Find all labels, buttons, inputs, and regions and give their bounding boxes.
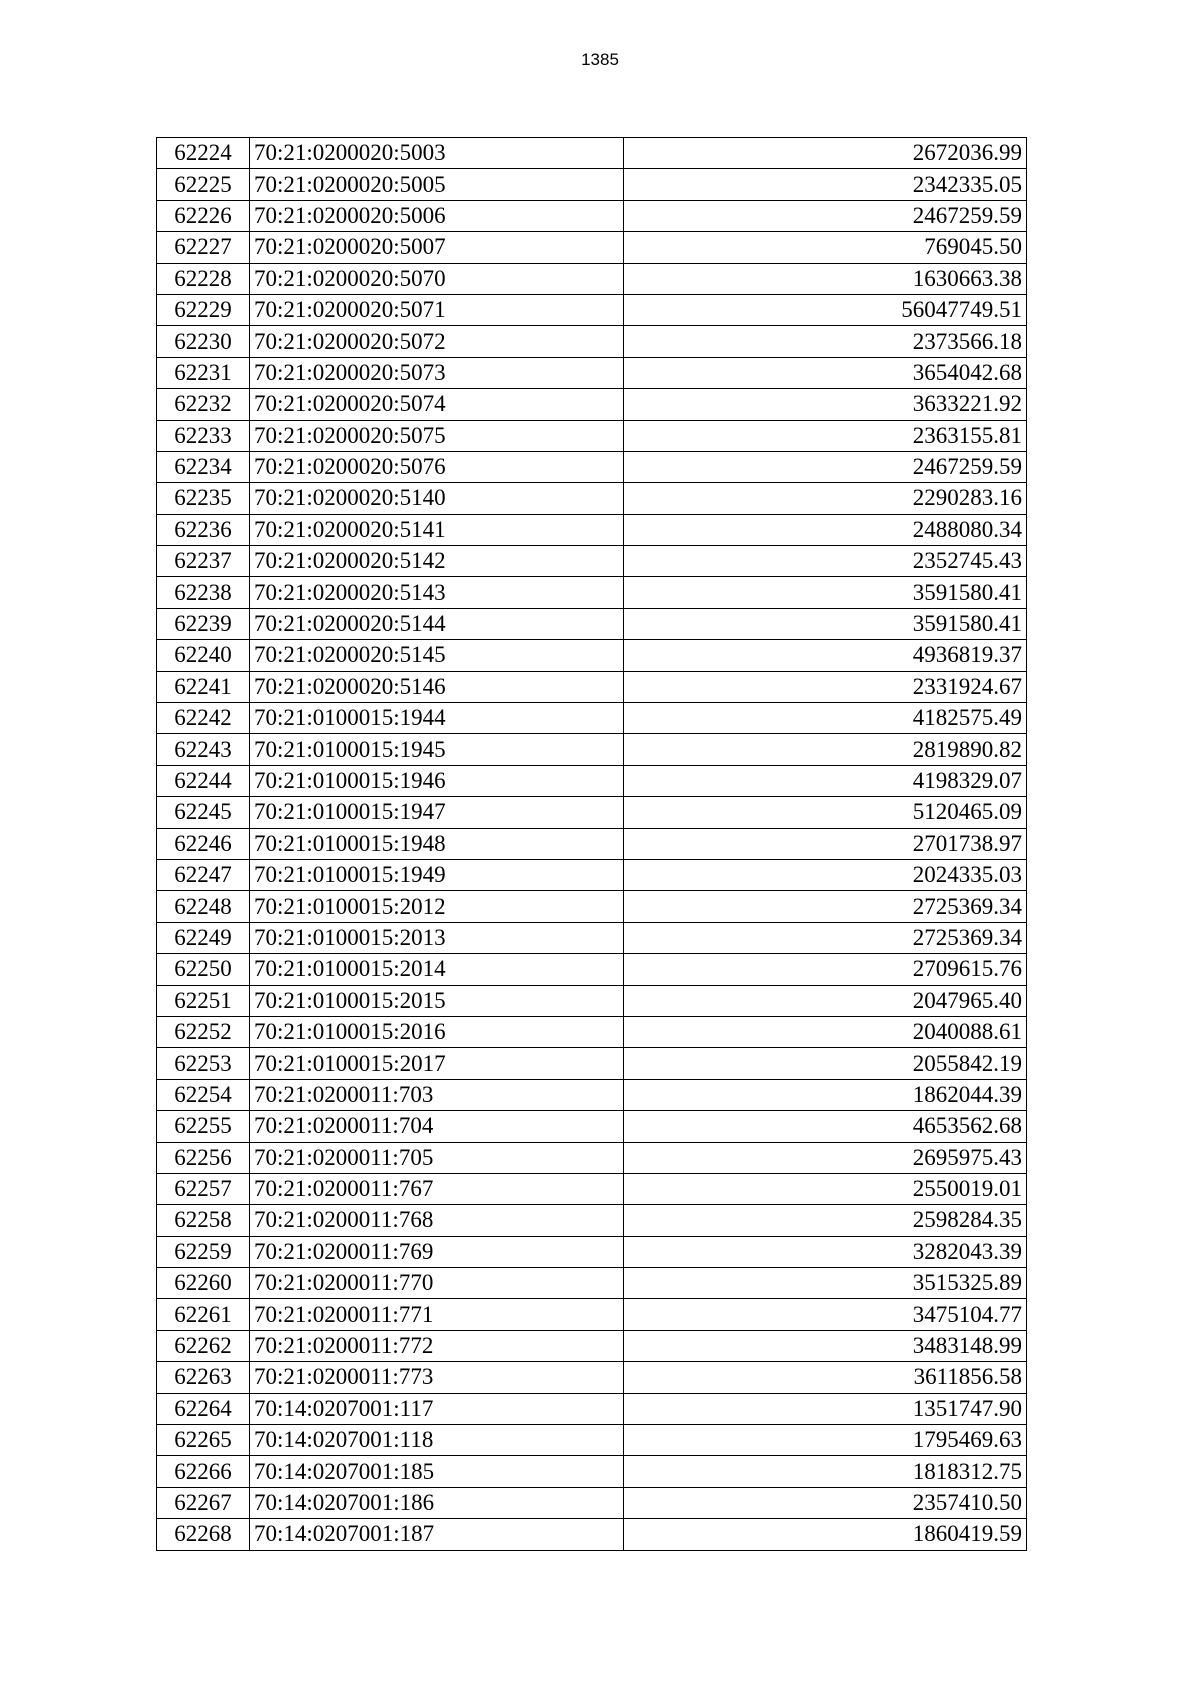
cadastral-number-cell: 70:21:0100015:2014 [250,954,624,985]
cadastral-number-cell: 70:21:0200020:5074 [250,389,624,420]
table-row [157,985,1027,1016]
row-number-cell: 62258 [157,1205,250,1236]
cadastral-number-cell: 70:21:0200011:767 [250,1173,624,1204]
table-row [157,1048,1027,1079]
cadastral-value-cell: 3611856.58 [624,1362,1027,1393]
row-number-cell: 62261 [157,1299,250,1330]
table-body [157,138,1027,1551]
row-number-cell: 62240 [157,640,250,671]
cadastral-value-cell: 5120465.09 [624,797,1027,828]
cadastral-table-container [156,137,1027,1551]
row-number-cell: 62265 [157,1425,250,1456]
table-row [157,734,1027,765]
table-row [157,420,1027,451]
cadastral-value-cell: 3633221.92 [624,389,1027,420]
cadastral-value-cell: 4936819.37 [624,640,1027,671]
row-number-cell: 62253 [157,1048,250,1079]
cadastral-number-cell: 70:21:0200011:770 [250,1268,624,1299]
cadastral-number-cell: 70:14:0207001:118 [250,1425,624,1456]
cadastral-number-cell: 70:21:0200020:5073 [250,357,624,388]
cadastral-number-cell: 70:21:0200011:769 [250,1236,624,1267]
cadastral-number-cell: 70:14:0207001:117 [250,1393,624,1424]
cadastral-value-cell: 2467259.59 [624,451,1027,482]
table-row [157,671,1027,702]
row-number-cell: 62226 [157,200,250,231]
row-number-cell: 62257 [157,1173,250,1204]
table-row [157,169,1027,200]
table-row [157,483,1027,514]
cadastral-number-cell: 70:21:0200020:5145 [250,640,624,671]
cadastral-number-cell: 70:21:0200020:5005 [250,169,624,200]
row-number-cell: 62241 [157,671,250,702]
row-number-cell: 62247 [157,859,250,890]
table-row [157,577,1027,608]
cadastral-number-cell: 70:21:0100015:2012 [250,891,624,922]
row-number-cell: 62245 [157,797,250,828]
row-number-cell: 62262 [157,1330,250,1361]
cadastral-value-cell: 2352745.43 [624,546,1027,577]
row-number-cell: 62256 [157,1142,250,1173]
cadastral-value-cell: 3483148.99 [624,1330,1027,1361]
row-number-cell: 62260 [157,1268,250,1299]
table-row [157,859,1027,890]
cadastral-number-cell: 70:21:0100015:1949 [250,859,624,890]
row-number-cell: 62233 [157,420,250,451]
cadastral-value-cell: 1860419.59 [624,1519,1027,1550]
row-number-cell: 62237 [157,546,250,577]
table-row [157,891,1027,922]
row-number-cell: 62225 [157,169,250,200]
cadastral-value-cell: 4198329.07 [624,765,1027,796]
cadastral-number-cell: 70:21:0200020:5141 [250,514,624,545]
row-number-cell: 62238 [157,577,250,608]
table-row [157,1079,1027,1110]
table-row [157,389,1027,420]
table-row [157,1330,1027,1361]
cadastral-number-cell: 70:14:0207001:187 [250,1519,624,1550]
cadastral-value-cell: 2819890.82 [624,734,1027,765]
table-row [157,765,1027,796]
cadastral-number-cell: 70:21:0200011:773 [250,1362,624,1393]
cadastral-value-cell: 1351747.90 [624,1393,1027,1424]
cadastral-value-cell: 2598284.35 [624,1205,1027,1236]
row-number-cell: 62249 [157,922,250,953]
cadastral-value-cell: 2550019.01 [624,1173,1027,1204]
cadastral-value-cell: 56047749.51 [624,294,1027,325]
table-row [157,514,1027,545]
table-row [157,138,1027,169]
table-row [157,1111,1027,1142]
cadastral-number-cell: 70:21:0100015:2015 [250,985,624,1016]
cadastral-number-cell: 70:21:0200011:771 [250,1299,624,1330]
cadastral-value-cell: 2467259.59 [624,200,1027,231]
cadastral-number-cell: 70:21:0200011:772 [250,1330,624,1361]
cadastral-number-cell: 70:14:0207001:185 [250,1456,624,1487]
cadastral-number-cell: 70:21:0200011:705 [250,1142,624,1173]
cadastral-number-cell: 70:21:0100015:1947 [250,797,624,828]
row-number-cell: 62224 [157,138,250,169]
table-row [157,1519,1027,1550]
table-row [157,200,1027,231]
cadastral-value-cell: 2488080.34 [624,514,1027,545]
row-number-cell: 62229 [157,294,250,325]
table-row [157,1425,1027,1456]
cadastral-value-cell: 3591580.41 [624,608,1027,639]
table-row [157,1268,1027,1299]
cadastral-value-cell: 2695975.43 [624,1142,1027,1173]
cadastral-number-cell: 70:21:0200020:5142 [250,546,624,577]
row-number-cell: 62227 [157,232,250,263]
cadastral-number-cell: 70:21:0200020:5143 [250,577,624,608]
row-number-cell: 62239 [157,608,250,639]
table-row [157,703,1027,734]
cadastral-value-cell: 2709615.76 [624,954,1027,985]
row-number-cell: 62263 [157,1362,250,1393]
cadastral-value-cell: 2331924.67 [624,671,1027,702]
cadastral-value-cell: 2024335.03 [624,859,1027,890]
row-number-cell: 62250 [157,954,250,985]
table-row [157,326,1027,357]
row-number-cell: 62254 [157,1079,250,1110]
cadastral-number-cell: 70:21:0200011:703 [250,1079,624,1110]
cadastral-value-cell: 769045.50 [624,232,1027,263]
cadastral-number-cell: 70:21:0200020:5070 [250,263,624,294]
cadastral-number-cell: 70:21:0200011:704 [250,1111,624,1142]
cadastral-number-cell: 70:21:0200020:5140 [250,483,624,514]
row-number-cell: 62248 [157,891,250,922]
row-number-cell: 62268 [157,1519,250,1550]
cadastral-value-cell: 2672036.99 [624,138,1027,169]
table-row [157,1362,1027,1393]
cadastral-value-cell: 2357410.50 [624,1487,1027,1518]
table-row [157,357,1027,388]
cadastral-number-cell: 70:21:0100015:1945 [250,734,624,765]
cadastral-value-cell: 4182575.49 [624,703,1027,734]
table-row [157,1487,1027,1518]
cadastral-number-cell: 70:21:0200020:5006 [250,200,624,231]
cadastral-value-cell: 2055842.19 [624,1048,1027,1079]
table-row [157,451,1027,482]
cadastral-number-cell: 70:21:0200020:5071 [250,294,624,325]
row-number-cell: 62236 [157,514,250,545]
cadastral-number-cell: 70:21:0200020:5146 [250,671,624,702]
cadastral-number-cell: 70:21:0100015:2017 [250,1048,624,1079]
table-row [157,1236,1027,1267]
row-number-cell: 62252 [157,1016,250,1047]
cadastral-value-cell: 3654042.68 [624,357,1027,388]
table-row [157,922,1027,953]
cadastral-number-cell: 70:21:0100015:1944 [250,703,624,734]
cadastral-value-cell: 3282043.39 [624,1236,1027,1267]
cadastral-value-cell: 2363155.81 [624,420,1027,451]
cadastral-value-cell: 2047965.40 [624,985,1027,1016]
row-number-cell: 62230 [157,326,250,357]
table-row [157,1142,1027,1173]
row-number-cell: 62259 [157,1236,250,1267]
cadastral-number-cell: 70:14:0207001:186 [250,1487,624,1518]
table-row [157,608,1027,639]
cadastral-number-cell: 70:21:0200020:5076 [250,451,624,482]
cadastral-value-cell: 1795469.63 [624,1425,1027,1456]
cadastral-value-cell: 2342335.05 [624,169,1027,200]
cadastral-number-cell: 70:21:0100015:2016 [250,1016,624,1047]
table-row [157,1299,1027,1330]
cadastral-value-cell: 3591580.41 [624,577,1027,608]
table-row [157,1456,1027,1487]
row-number-cell: 62235 [157,483,250,514]
table-row [157,828,1027,859]
table-row [157,1016,1027,1047]
cadastral-value-cell: 3515325.89 [624,1268,1027,1299]
table-row [157,1393,1027,1424]
cadastral-number-cell: 70:21:0200020:5003 [250,138,624,169]
row-number-cell: 62232 [157,389,250,420]
row-number-cell: 62266 [157,1456,250,1487]
table-row [157,797,1027,828]
row-number-cell: 62246 [157,828,250,859]
cadastral-number-cell: 70:21:0200020:5072 [250,326,624,357]
row-number-cell: 62228 [157,263,250,294]
cadastral-value-cell: 1862044.39 [624,1079,1027,1110]
row-number-cell: 62244 [157,765,250,796]
cadastral-number-cell: 70:21:0100015:2013 [250,922,624,953]
row-number-cell: 62267 [157,1487,250,1518]
cadastral-value-cell: 2290283.16 [624,483,1027,514]
table-row [157,640,1027,671]
cadastral-value-cell: 3475104.77 [624,1299,1027,1330]
table-row [157,1173,1027,1204]
table-row [157,1205,1027,1236]
cadastral-value-cell: 2040088.61 [624,1016,1027,1047]
row-number-cell: 62255 [157,1111,250,1142]
cadastral-number-cell: 70:21:0100015:1948 [250,828,624,859]
page-number: 1385 [581,50,619,69]
table-row [157,232,1027,263]
cadastral-value-table [156,137,1027,1551]
cadastral-value-cell: 2725369.34 [624,891,1027,922]
cadastral-number-cell: 70:21:0200011:768 [250,1205,624,1236]
row-number-cell: 62243 [157,734,250,765]
row-number-cell: 62234 [157,451,250,482]
table-row [157,546,1027,577]
table-row [157,294,1027,325]
row-number-cell: 62231 [157,357,250,388]
cadastral-value-cell: 1630663.38 [624,263,1027,294]
cadastral-number-cell: 70:21:0200020:5144 [250,608,624,639]
cadastral-value-cell: 2701738.97 [624,828,1027,859]
table-row [157,954,1027,985]
cadastral-value-cell: 1818312.75 [624,1456,1027,1487]
cadastral-value-cell: 4653562.68 [624,1111,1027,1142]
row-number-cell: 62242 [157,703,250,734]
cadastral-number-cell: 70:21:0200020:5007 [250,232,624,263]
row-number-cell: 62264 [157,1393,250,1424]
table-row [157,263,1027,294]
cadastral-value-cell: 2373566.18 [624,326,1027,357]
cadastral-value-cell: 2725369.34 [624,922,1027,953]
row-number-cell: 62251 [157,985,250,1016]
cadastral-number-cell: 70:21:0200020:5075 [250,420,624,451]
cadastral-number-cell: 70:21:0100015:1946 [250,765,624,796]
